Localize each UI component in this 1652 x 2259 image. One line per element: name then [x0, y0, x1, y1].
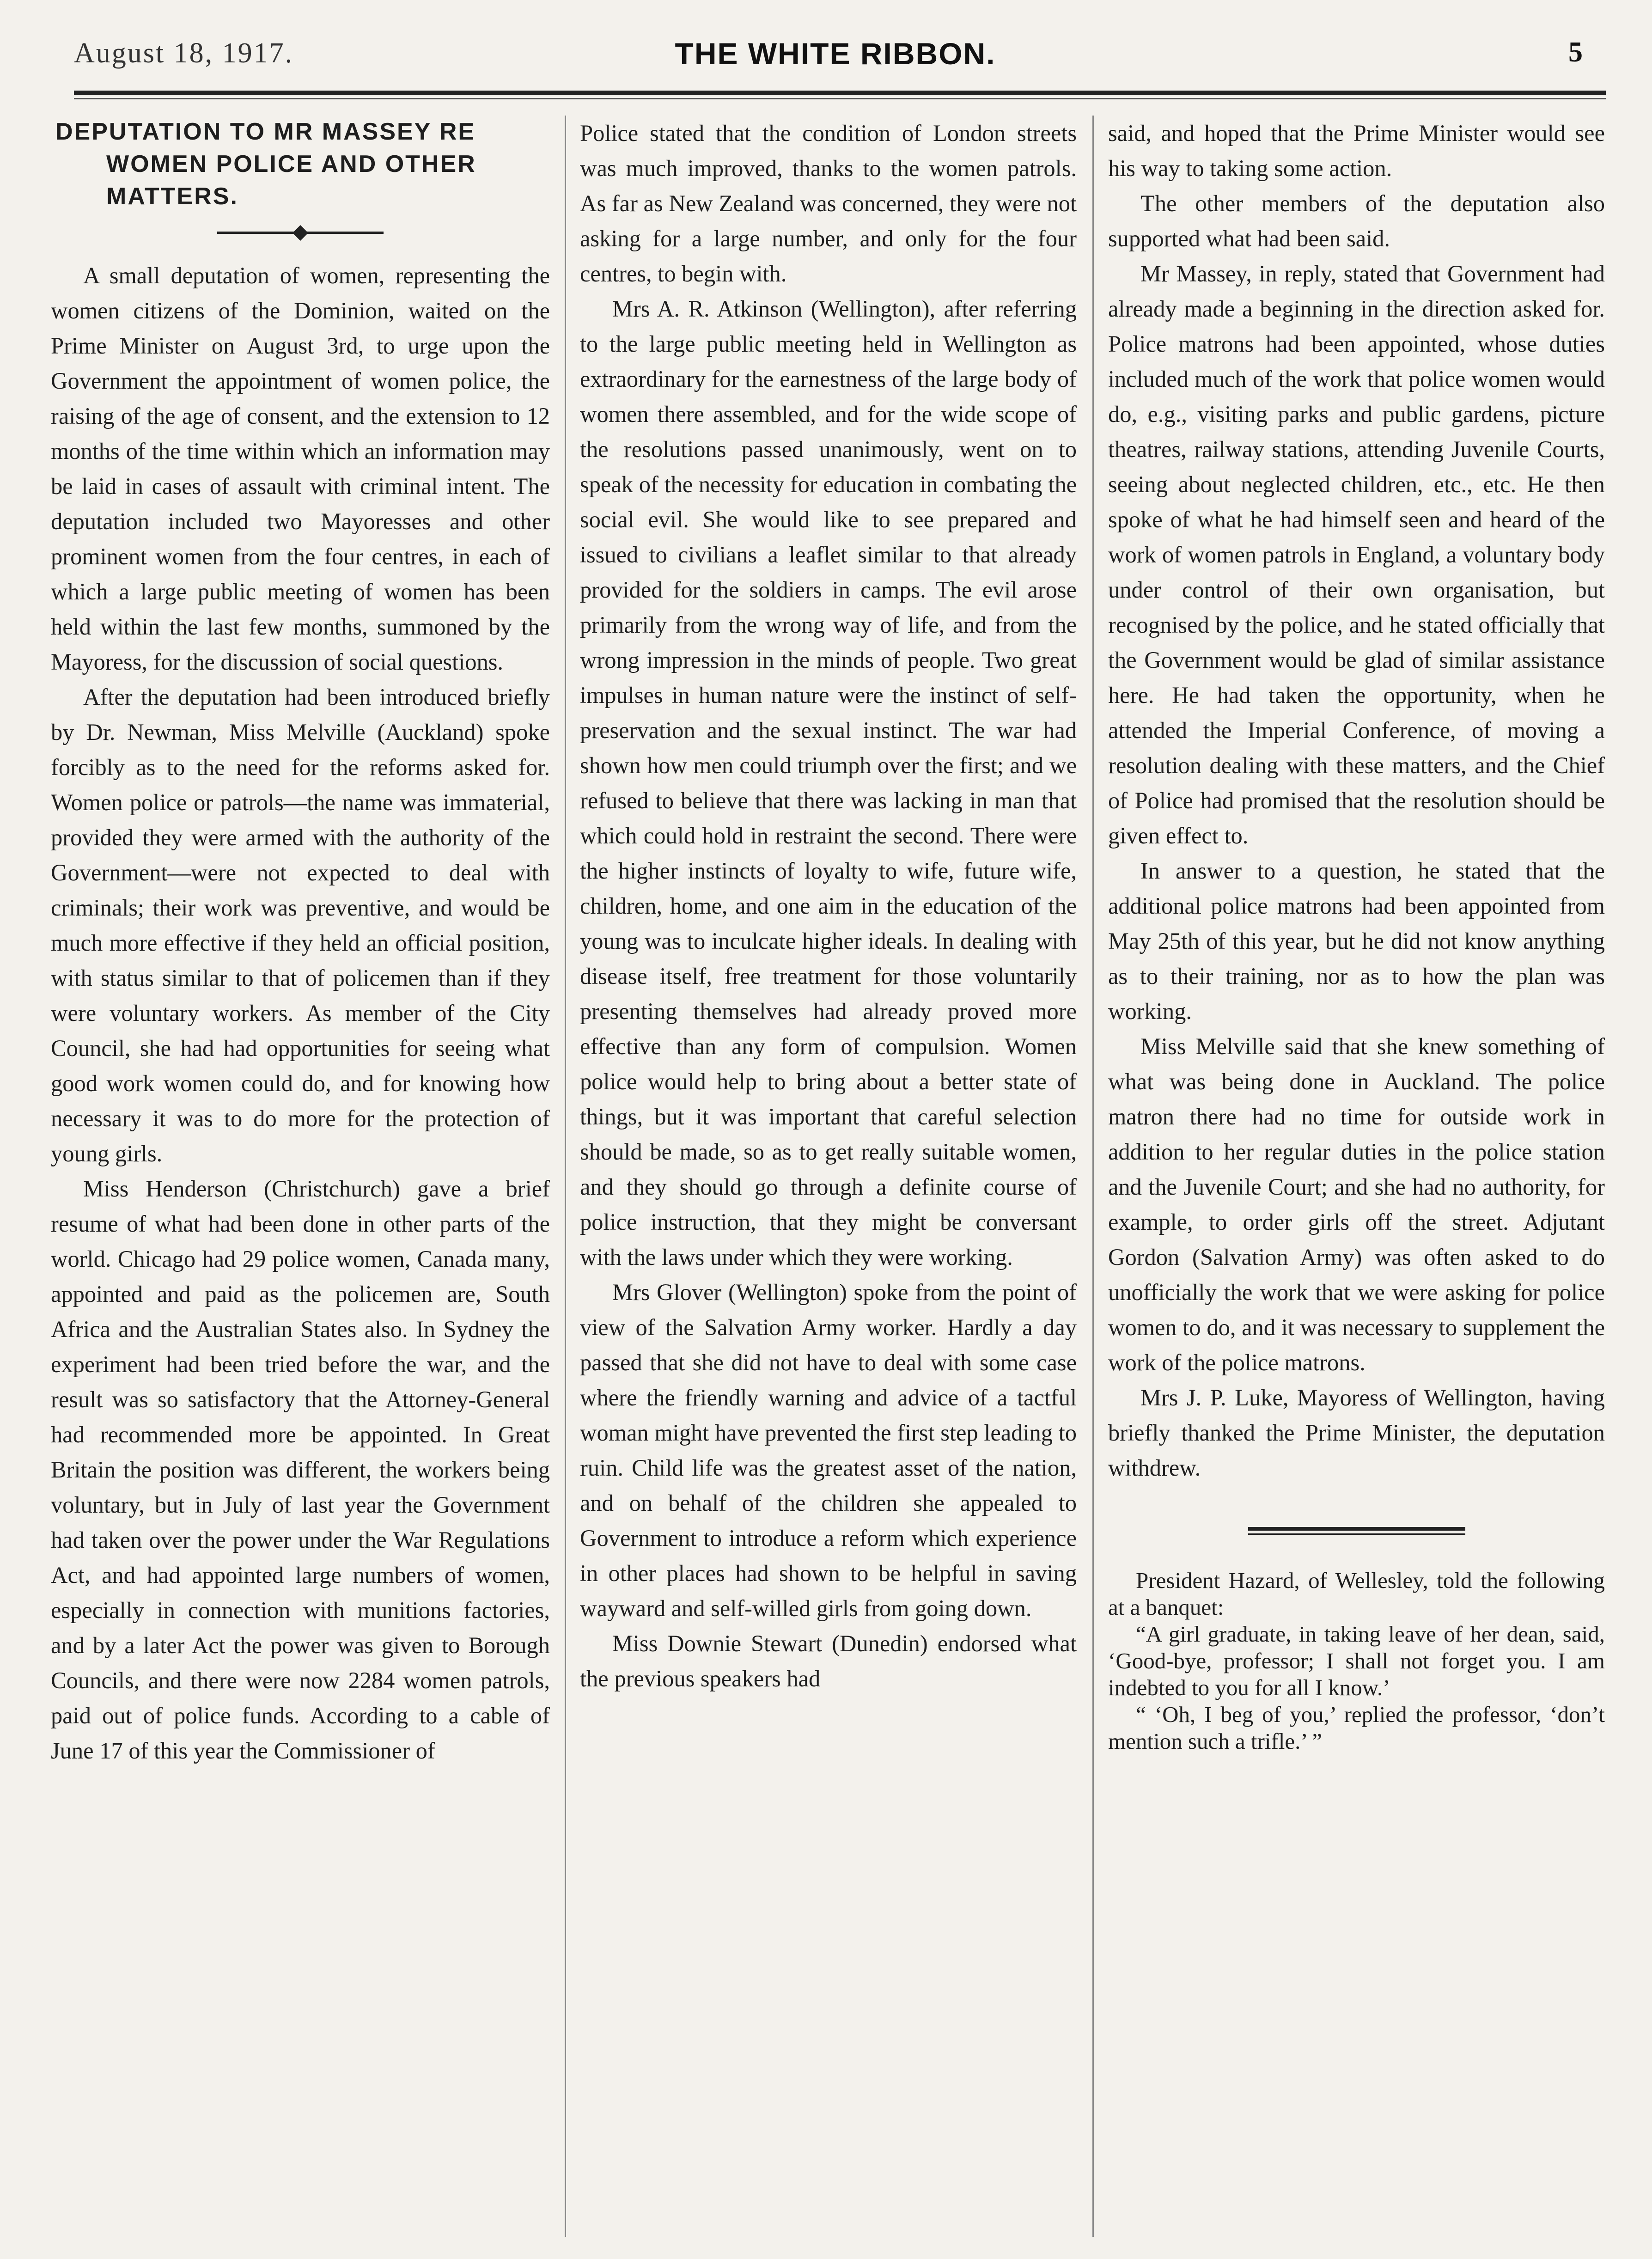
header-rule-thin [74, 98, 1606, 99]
anecdote-paragraph: “A girl graduate, in taking leave of her dean, said, ‘Good-bye, professor; I shall not forget you. I am indebted to you for all I know.’ [1108, 1621, 1605, 1700]
column-2 [580, 116, 1077, 1696]
article-paragraph: In answer to a question, he stated that the additional police matrons had been appointed from May 25th of this year, but he did not know anything as to their training, nor as to how the plan was working. [1108, 858, 1605, 1024]
article-headline [55, 116, 550, 213]
anecdote-paragraph: “ ‘Oh, I beg of you,’ replied the professor, ‘don’t mention such a trifle.’ ” [1108, 1702, 1605, 1754]
article-paragraph: After the deputation had been introduced briefly by Dr. Newman, Miss Melville (Auckland) spoke forcibly as to the need for the reforms asked for. Women police or patrols—the name was immaterial, provided they were armed with the authority of the Government—were not expected to deal with criminals; their work was preventive, and would be much more effective if they held an official position, with status similar to that of policemen than if they were voluntary workers. As member of the City Council, she had had opportunities for seeing what good work women could do, and for knowing how necessary it was to do more for the protection of young girls. [51, 684, 550, 1166]
article-paragraph: Mrs J. P. Luke, Mayoress of Wellington, having briefly thanked the Prime Minister, the deputation withdrew. [1108, 1385, 1605, 1481]
column-1 [51, 116, 550, 1768]
article-paragraph: A small deputation of women, representing the women citizens of the Dominion, waited on the Prime Minister on August 3rd, to urge upon the Government the appointment of women police, the raising of the age of consent, and the extension to 12 months of the time within which an information may be laid in cases of assault with criminal intent. The deputation included two Mayoresses and other prominent women from the four centres, in each of which a large public meeting of women has been held within the last few months, summoned by the Mayoress, for the discussion of social questions. [51, 263, 550, 675]
ornament-divider [217, 226, 384, 239]
article-paragraph: Mrs Glover (Wellington) spoke from the point of view of the Salvation Army worker. Hardly a day passed that she did not have to deal with some case where the friendly warning and advice of a tactful woman might have prevented the first step leading to ruin. Child life was the greatest asset of the nation, and on behalf of the children she appealed to Government to introduce a reform which experience in other places had shown to be helpful in saving wayward and self-willed girls from going down. [580, 1279, 1077, 1621]
masthead [74, 28, 1597, 88]
page-number: 5 [1568, 37, 1583, 68]
article-paragraph: Miss Downie Stewart (Dunedin) endorsed what the previous speakers had [580, 1630, 1077, 1691]
publication-title: THE WHITE RIBBON. [675, 37, 996, 71]
article-paragraph: said, and hoped that the Prime Minister would see his way to taking some action. [1108, 120, 1605, 181]
section-end-rule [1248, 1527, 1465, 1535]
article-paragraph: Miss Henderson (Christchurch) gave a brief resume of what had been done in other parts of the world. Chicago had 29 police women, Canada many, appointed and paid as the policemen are, South Africa and the Australian States also. In Sydney the experiment had been tried before the war, and the result was so satisfactory that the Attorney-General had recommended more be appointed. In Great Britain the position was different, the workers being voluntary, but in July of last year the Government had taken over the power under the War Regulations Act, and had appointed large numbers of women, especially in connection with munitions factories, and by a later Act the power was given to Borough Councils, and there were now 2284 women patrols, paid out of police funds. According to a cable of June 17 of this year the Commissioner of [51, 1176, 550, 1764]
headline-line: WOMEN POLICE AND OTHER [106, 151, 476, 177]
column-divider [565, 116, 566, 2237]
headline-line: DEPUTATION TO MR MASSEY RE [55, 118, 476, 145]
issue-date: August 18, 1917. [74, 37, 294, 69]
anecdote [1108, 1567, 1605, 1755]
column-3 [1108, 116, 1605, 1755]
column-divider [1092, 116, 1094, 2237]
article-paragraph: Police stated that the condition of London streets was much improved, thanks to the women patrols. As far as New Zealand was concerned, they were not asking for a large number, and only for the four centres, to begin with. [580, 120, 1077, 287]
article-paragraph: Mrs A. R. Atkinson (Wellington), after referring to the large public meeting held in Wellington as extraordinary for the earnestness of the large body of women there assembled, and for the wide scope of the resolutions passed unanimously, went on to speak of the necessity for education in combating the social evil. She would like to see prepared and issued to civilians a leaflet similar to that already provided for the soldiers in camps. The evil arose primarily from the wrong way of life, and from the wrong impression in the minds of people. Two great impulses in human nature were the instinct of self-preservation and the sexual instinct. The war had shown how men could triumph over the first; and we refused to believe that there was lacking in man that which could hold in restraint the second. There were the higher instincts of loyalty to wife, future wife, children, home, and one aim in the education of the young was to inculcate higher ideals. In dealing with disease itself, free treatment for those voluntarily presenting themselves had already proved more effective than any form of compulsion. Women police would help to bring about a better state of things, but it was important that careful selection should be made, so as to get really suitable women, and they should go through a definite course of police instruction, that they might be conversant with the laws under which they were working. [580, 296, 1077, 1270]
header-rule [74, 91, 1606, 95]
article-paragraph: The other members of the deputation also supported what had been said. [1108, 190, 1605, 251]
anecdote-paragraph: President Hazard, of Wellesley, told the following at a banquet: [1108, 1568, 1605, 1620]
headline-line: MATTERS. [106, 183, 238, 210]
article-paragraph: Mr Massey, in reply, stated that Government had already made a beginning in the direction asked for. Police matrons had been appointed, whose duties included much of the work that police women would do, e.g., visiting parks and public gardens, picture theatres, railway stations, attending Juvenile Courts, seeing about neglected children, etc., etc. He then spoke of what he had himself seen and heard of the work of women patrols in England, a voluntary body under control of their own organisation, but recognised by the police, and he stated officially that the Government would be glad of similar assistance here. He had taken the opportunity, when he attended the Imperial Conference, of moving a resolution dealing with these matters, and the Chief of Police had promised that the resolution should be given effect to. [1108, 261, 1605, 849]
article-paragraph: Miss Melville said that she knew something of what was being done in Auckland. The police matron there had no time for outside work in addition to her regular duties in the police station and the Juvenile Court; and she had no authority, for example, to order girls off the street. Adjutant Gordon (Salvation Army) was often asked to do unofficially the work that we were asking for police women to do, and it was necessary to supplement the work of the police matrons. [1108, 1033, 1605, 1375]
